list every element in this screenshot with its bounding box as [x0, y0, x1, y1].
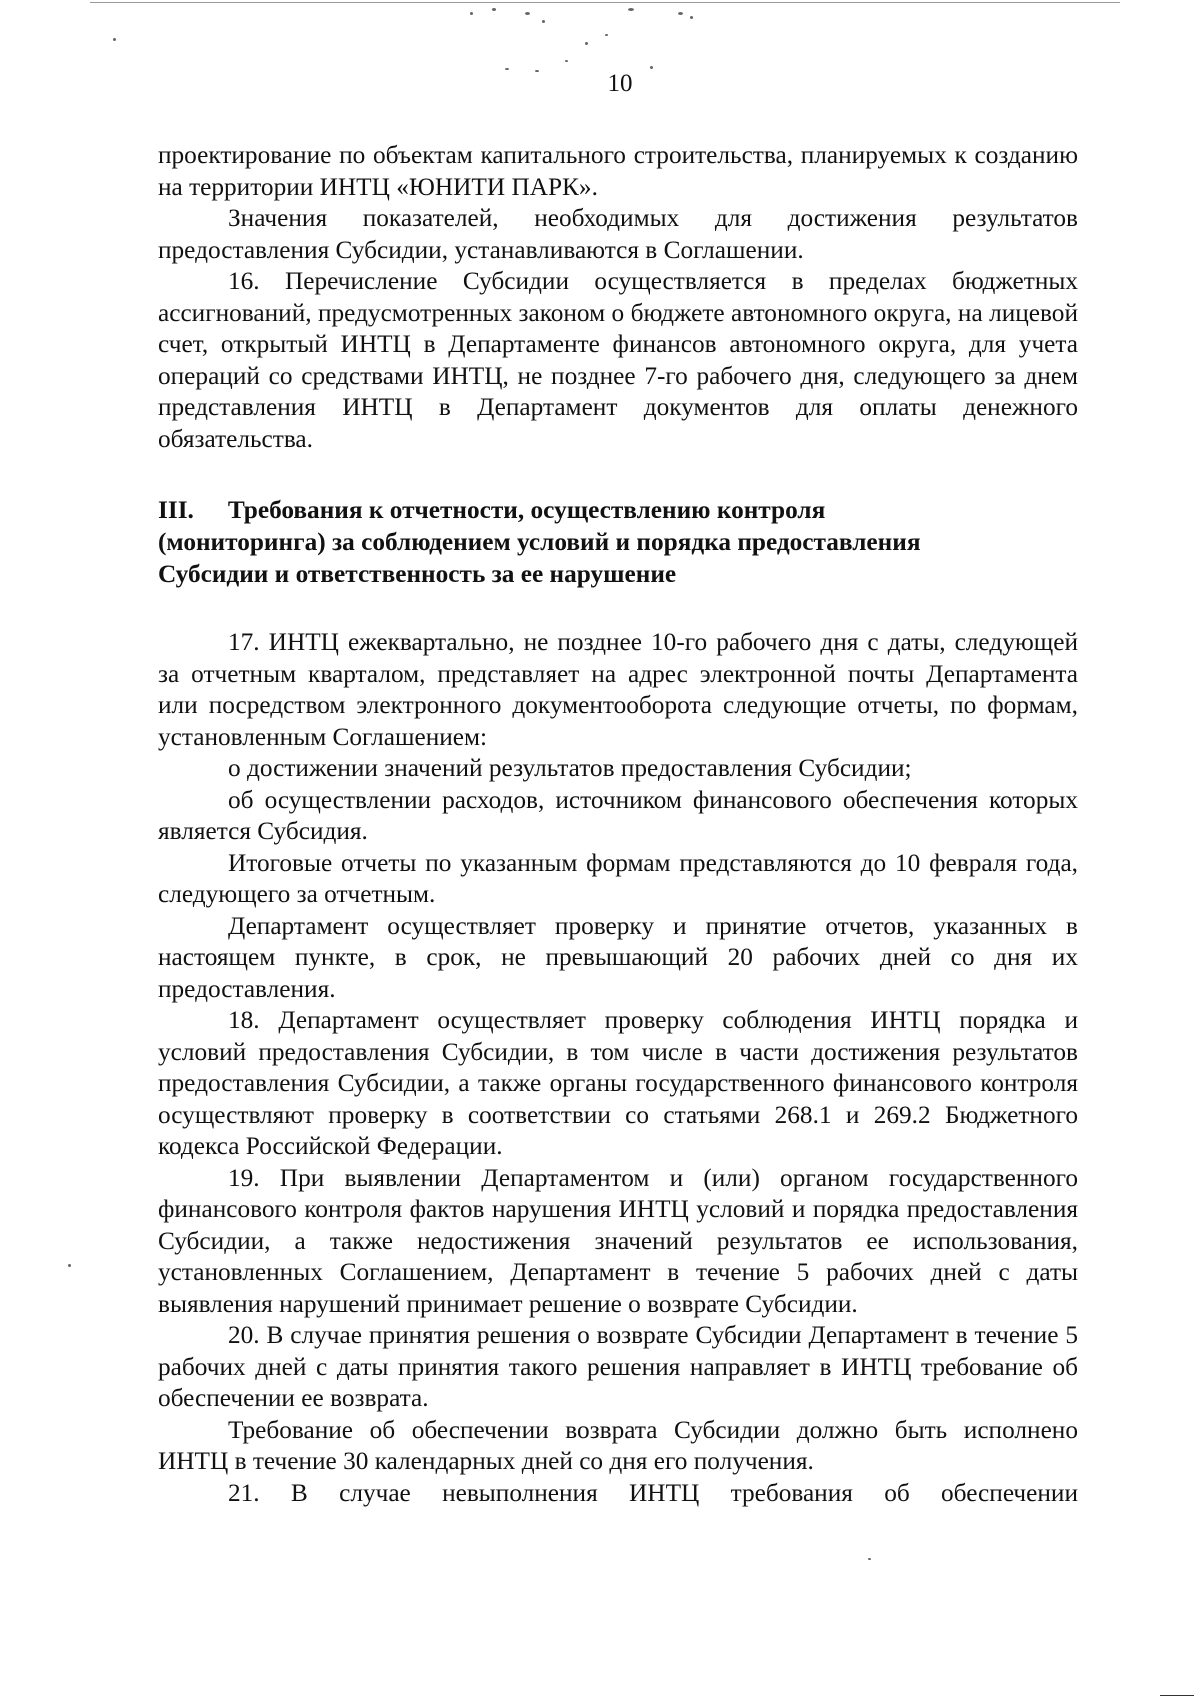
paragraph: 17. ИНТЦ ежеквартально, не позднее 10-го рабочего дня с даты, следующей за отчетным кварталом, представляет на адрес электронной почты Департамента или посредством электронного документооборота следующие отчеты, по формам, установленным Соглашением: [158, 628, 1078, 751]
section-heading [158, 494, 1078, 590]
section-heading-line: (мониторинга) за соблюдением условий и порядка предоставления [158, 528, 921, 556]
paragraph: Требование об обеспечении возврата Субсидии должно быть исполнено ИНТЦ в течение 30 календарных дней со дня его получения. [158, 1415, 1078, 1475]
scan-artifact [492, 8, 496, 11]
paragraph: Итоговые отчеты по указанным формам представляются до 10 февраля года, следующего за отчетным. [158, 848, 1078, 908]
paragraph: об осуществлении расходов, источником финансового обеспечения которых является Субсидия. [158, 785, 1078, 845]
scan-artifact [690, 16, 693, 19]
scan-artifact [565, 60, 568, 62]
section-heading-line [158, 494, 1078, 526]
paragraph: 18. Департамент осуществляет проверку соблюдения ИНТЦ порядка и условий предоставления Субсидии, в том числе в части достижения результатов предоставления Субсидии, а также органы государственного финансового контроля осуществляют проверку в соответствии со статьями 268.1 и 269.2 Бюджетного кодекса Российской Федерации. [158, 1006, 1078, 1160]
paragraph: проектирование по объектам капитального строительства, планируемых к созданию на территории ИНТЦ «ЮНИТИ ПАРК». [158, 141, 1078, 201]
page-number: 10 [607, 70, 633, 97]
scan-artifact [868, 1558, 871, 1560]
paragraphs-after-section [158, 627, 1078, 1509]
scan-artifact [470, 12, 473, 15]
paragraph: о достижении значений результатов предоставления Субсидии; [228, 754, 912, 782]
paragraph: 19. При выявлении Департаментом и (или) органом государственного финансового контроля фактов нарушения ИНТЦ условий и порядка предоставления Субсидии, а также недостижения значений результатов ее использования, установленных Соглашением, Департамент в течение 5 рабочих дней с даты выявления нарушений принимает решение о возврате Субсидии. [158, 1163, 1078, 1318]
scan-artifact [542, 20, 545, 23]
scan-artifact [628, 8, 634, 11]
paragraph: Департамент осуществляет проверку и принятие отчетов, указанных в настоящем пункте, в срок, не превышающий 20 рабочих дней со дня их предоставления. [158, 911, 1078, 1003]
paragraph: 20. В случае принятия решения о возврате Субсидии Департамент в течение 5 рабочих дней с даты принятия такого решения направляет в ИНТЦ требование об обеспечении ее возврата. [158, 1321, 1078, 1412]
paragraph-continued: 21. В случае невыполнения ИНТЦ требования об обеспечении [228, 1478, 1078, 1507]
scan-artifact [585, 42, 588, 45]
section-heading-line: Субсидии и ответственность за ее нарушение [158, 560, 677, 588]
section-number: III. [158, 496, 194, 524]
scan-top-border [90, 2, 1120, 3]
document-body [158, 140, 1078, 1509]
scan-artifact [525, 12, 530, 15]
scan-artifact [113, 38, 116, 41]
section-heading-text: Требования к отчетности, осуществлению контроля [227, 496, 826, 524]
scan-artifact [68, 1264, 71, 1267]
paragraphs-before-section [158, 140, 1078, 455]
scan-artifact [650, 66, 653, 69]
paragraph: Значения показателей, необходимых для достижения результатов предоставления Субсидии, устанавливаются в Соглашении. [158, 204, 1078, 264]
scan-artifact [678, 12, 683, 15]
scan-corner-mark [1160, 1695, 1194, 1698]
paragraph: 16. Перечисление Субсидии осуществляется в пределах бюджетных ассигнований, предусмотренных законом о бюджете автономного округа, на лицевой счет, открытый ИНТЦ в Департаменте финансов автономного округа, для учета операций со средствами ИНТЦ, не позднее 7-го рабочего дня, следующего за днем представления ИНТЦ в Департамент документов для оплаты денежного обязательства. [158, 267, 1078, 453]
scan-artifact [605, 34, 608, 36]
